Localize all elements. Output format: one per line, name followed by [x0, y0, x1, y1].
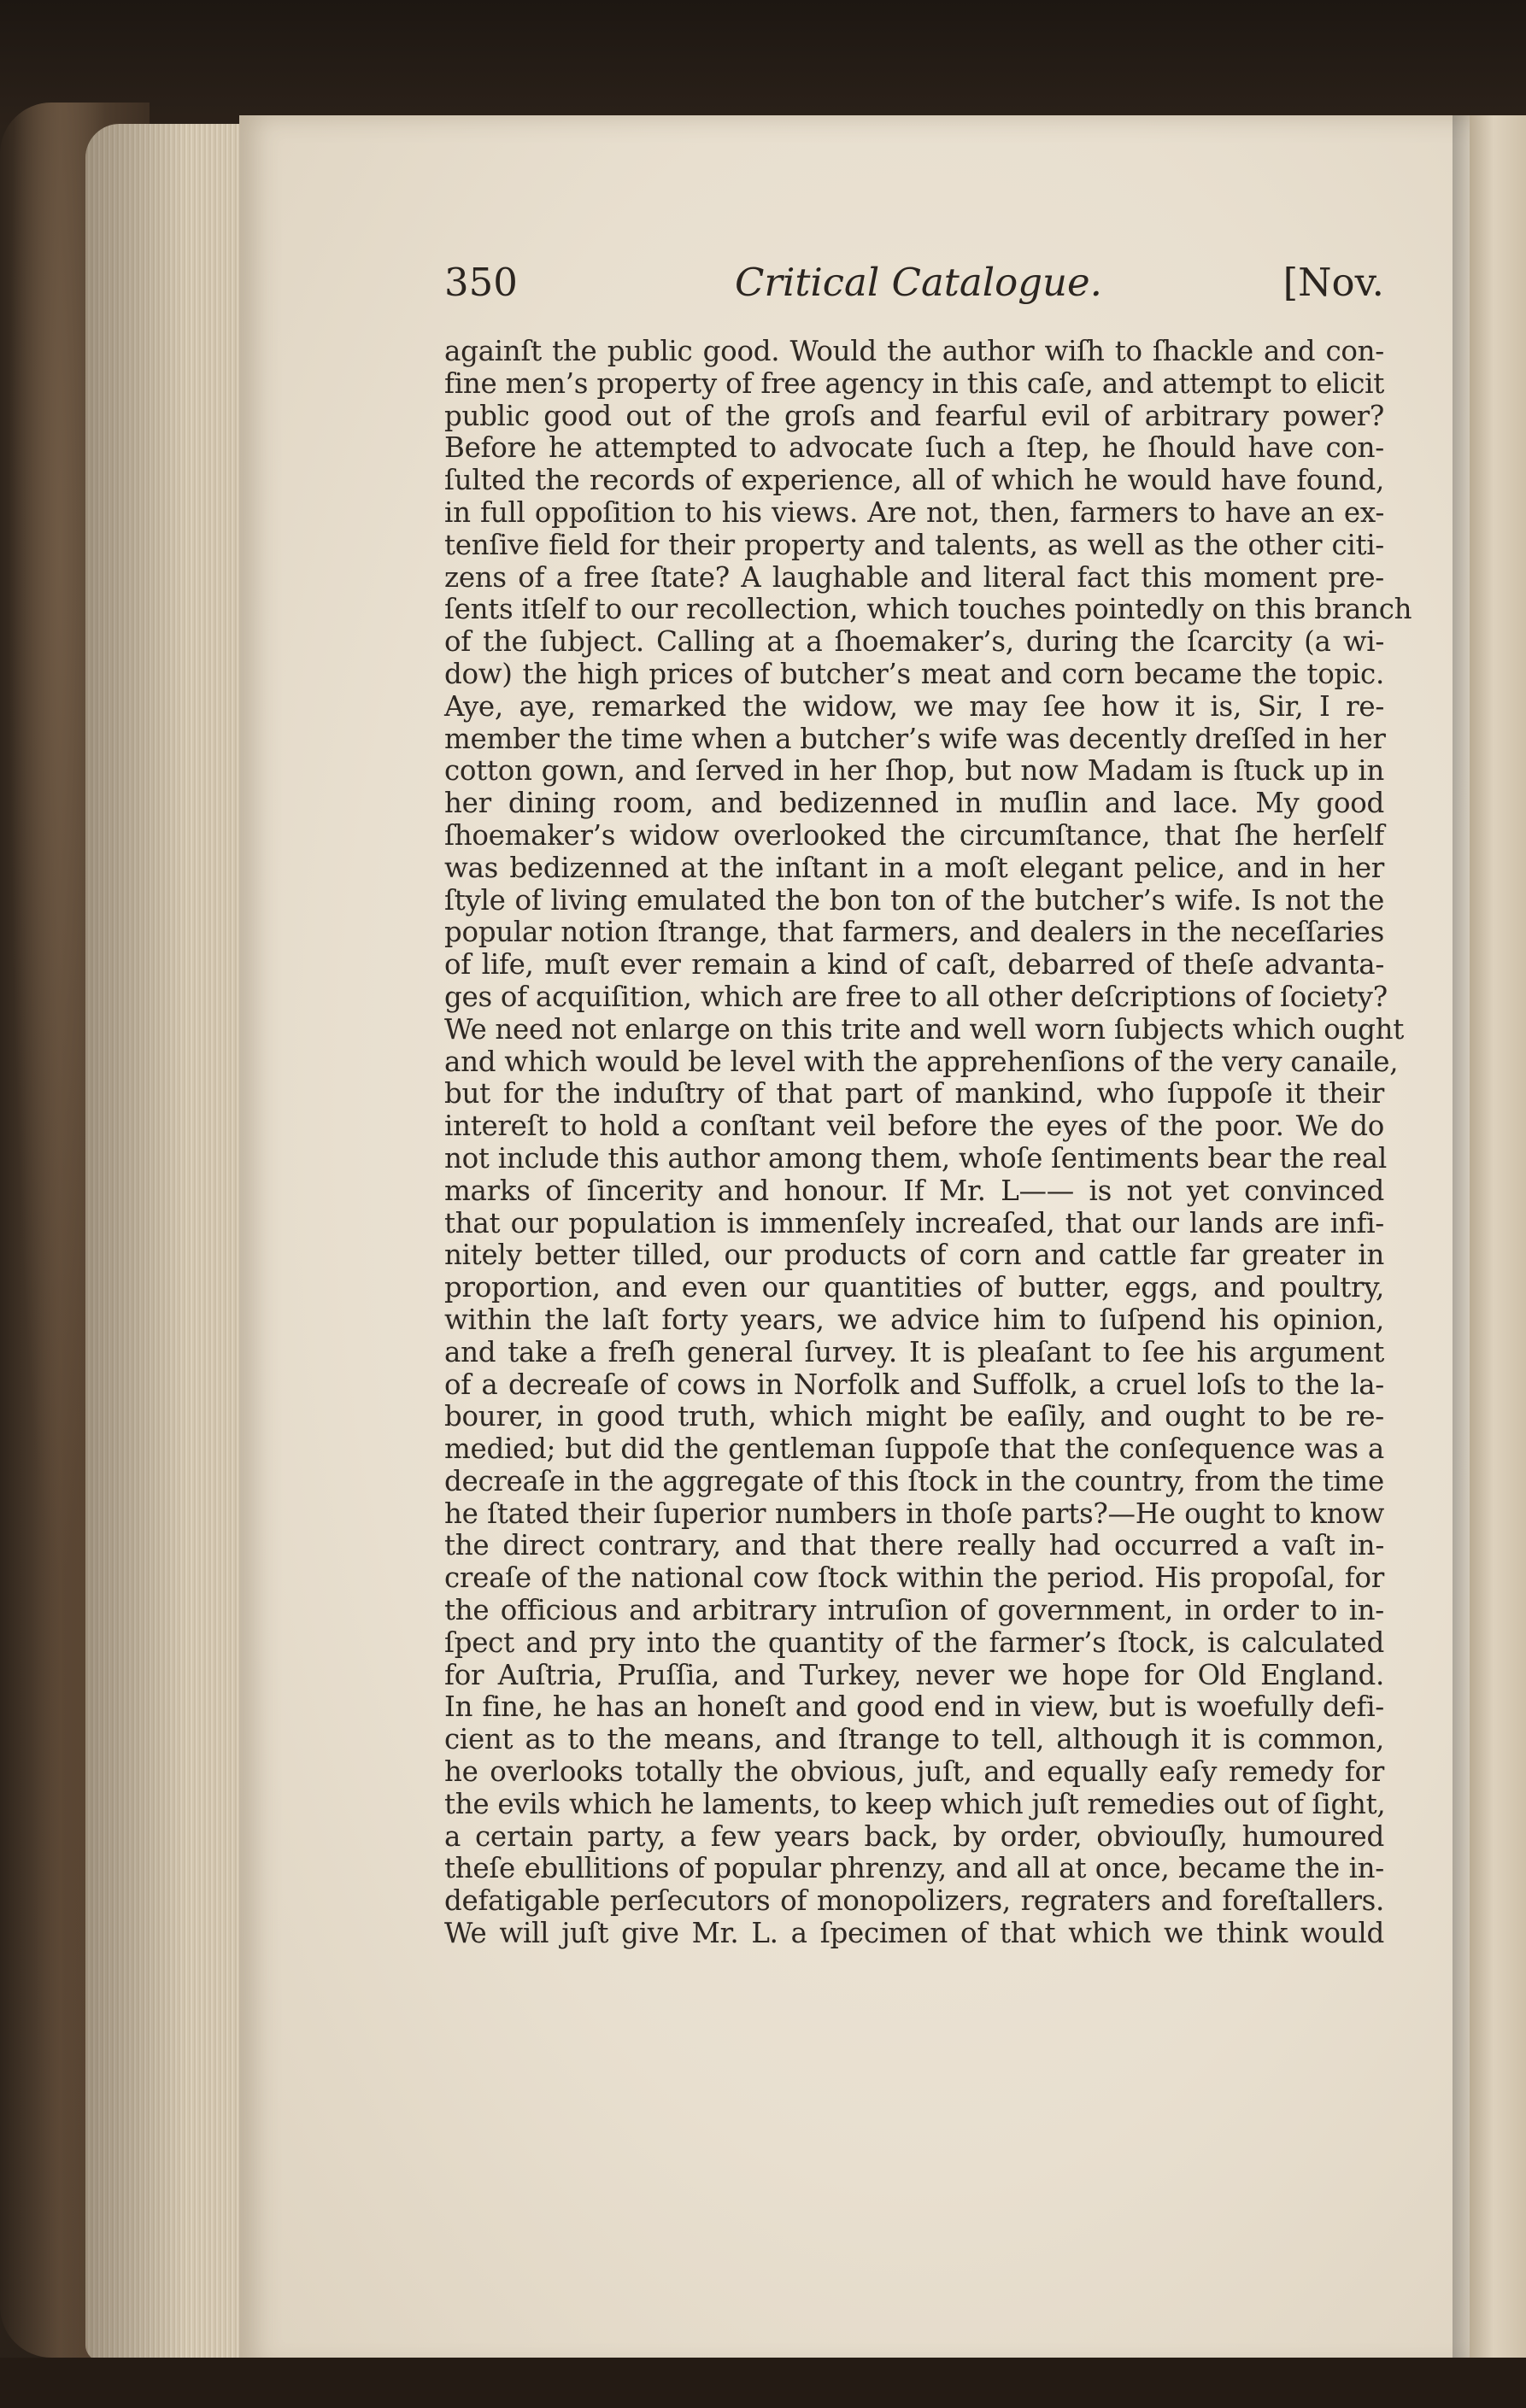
text-line: proportion, and even our quantities of butter, eggs, and poultry,	[444, 1271, 1384, 1304]
bottom-shadow	[0, 2358, 1526, 2408]
text-line: theſe ebullitions of popular phrenzy, and all at once, became the in-	[444, 1852, 1384, 1885]
text-line: againſt the public good. Would the author wiſh to ſhackle and con-	[444, 335, 1384, 367]
text-line: the officious and arbitrary intruſion of government, in order to in-	[444, 1594, 1384, 1627]
text-line: of life, muſt ever remain a kind of caſt, debarred of theſe advanta-	[444, 948, 1384, 981]
text-line: and which would be level with the apprehenſions of the very canaile,	[444, 1045, 1399, 1078]
text-line: of a decreaſe of cows in Norfolk and Suffolk, a cruel loſs to the la-	[444, 1368, 1384, 1401]
text-line: but for the induſtry of that part of mankind, who ſuppoſe it their	[444, 1077, 1384, 1110]
text-line: defatigable perſecutors of monopolizers, regraters and foreſtallers.	[444, 1884, 1384, 1918]
text-line: Aye, aye, remarked the widow, we may ſee how it is, Sir, I re-	[444, 689, 1384, 723]
text-line: cient as to the means, and ſtrange to tell, although it is common,	[444, 1723, 1384, 1756]
text-line: popular notion ſtrange, that farmers, and dealers in the neceſſaries	[444, 916, 1384, 949]
text-line: not include this author among them, whoſe ſentiments bear the real	[444, 1141, 1387, 1175]
text-line: decreaſe in the aggregate of this ſtock in the country, from the time	[444, 1464, 1384, 1497]
text-line: a certain party, a few years back, by order, obviouſly, humoured	[444, 1819, 1384, 1853]
text-line: he overlooks totally the obvious, juſt, and equally eaſy remedy for	[444, 1755, 1384, 1789]
text-line: zens of a free ſtate? A laughable and literal fact this moment pre-	[444, 560, 1384, 594]
text-line: of the ſubject. Calling at a ſhoemaker’s, during the ſcarcity (a wi-	[444, 625, 1384, 659]
month-mark: [Nov.	[1282, 260, 1384, 305]
text-line: In fine, he has an honeſt and good end in view, but is woefully defi-	[444, 1690, 1384, 1724]
text-line: ges of acquiſition, which are free to all other deſcriptions of ſociety?	[444, 980, 1388, 1013]
text-line: ſtyle of living emulated the bon ton of the butcher’s wife. Is not the	[444, 883, 1384, 917]
text-line: the direct contrary, and that there really had occurred a vaſt in-	[444, 1529, 1384, 1562]
text-line: member the time when a butcher’s wife was decently dreſſed in her	[444, 722, 1386, 755]
text-line: ſhoemaker’s widow overlooked the circumſtance, that ſhe herſelf	[444, 818, 1384, 852]
text-line: creaſe of the national cow ſtock within the period. His propoſal, for	[444, 1561, 1384, 1595]
body-text	[444, 335, 1412, 1950]
text-line: We need not enlarge on this trite and well worn ſubjects which ought	[444, 1012, 1405, 1046]
running-title: Critical Catalogue.	[735, 260, 1102, 305]
text-line: that our population is immenſely increaſed, that our lands are infi-	[444, 1206, 1384, 1239]
text-line: he ſtated their ſuperior numbers in thoſe parts?—He ought to know	[444, 1497, 1384, 1530]
text-line: nitely better tilled, our products of corn and cattle far greater in	[444, 1239, 1384, 1272]
text-line: We will juſt give Mr. L. a ſpecimen of that which we think would	[444, 1917, 1384, 1950]
text-line: and take a freſh general ſurvey. It is pleaſant to ſee his argument	[444, 1335, 1384, 1368]
text-line: fine men’s property of free agency in this caſe, and attempt to elicit	[444, 366, 1384, 400]
text-line: her dining room, and bedizenned in muſlin and lace. My good	[444, 787, 1384, 820]
text-line: ſents itſelf to our recollection, which touches pointedly on this branch	[444, 593, 1412, 626]
text-line: intereſt to hold a conſtant veil before the eyes of the poor. We do	[444, 1110, 1384, 1143]
text-line: public good out of the groſs and fearful evil of arbitrary power?	[444, 399, 1384, 432]
text-line: tenſive field for their property and talents, as well as the other citi-	[444, 528, 1384, 561]
text-line: was bedizenned at the inſtant in a moſt elegant pelice, and in her	[444, 851, 1384, 884]
next-page-edge	[1470, 115, 1526, 2370]
text-line: in full oppoſition to his views. Are not, then, farmers to have an ex-	[444, 495, 1384, 529]
running-head	[444, 260, 1384, 319]
text-line: within the laſt forty years, we advice him to ſuſpend his opinion,	[444, 1303, 1384, 1336]
text-line: ſpect and pry into the quantity of the farmer’s ſtock, is calculated	[444, 1626, 1384, 1659]
text-line: medied; but did the gentleman ſuppoſe that the conſequence was a	[444, 1432, 1384, 1466]
text-line: bourer, in good truth, which might be eaſily, and ought to be re-	[444, 1400, 1384, 1433]
text-line: for Auſtria, Pruſſia, and Turkey, never we hope for Old England.	[444, 1658, 1384, 1691]
text-line: marks of ſincerity and honour. If Mr. L—— is not yet convinced	[444, 1174, 1384, 1207]
text-line: cotton gown, and ſerved in her ſhop, but now Madam is ſtuck up in	[444, 754, 1384, 788]
page-edge-shadow	[85, 124, 256, 2362]
text-line: the evils which he laments, to keep which juſt remedies out of ſight,	[444, 1787, 1386, 1820]
text-line: ſulted the records of experience, all of which he would have found,	[444, 464, 1384, 497]
text-line: Before he attempted to advocate ſuch a ſtep, he ſhould have con-	[444, 431, 1384, 465]
page-number: 350	[444, 260, 518, 305]
text-line: dow) the high prices of butcher’s meat and corn became the topic.	[444, 657, 1384, 690]
dark-background	[0, 0, 1526, 128]
